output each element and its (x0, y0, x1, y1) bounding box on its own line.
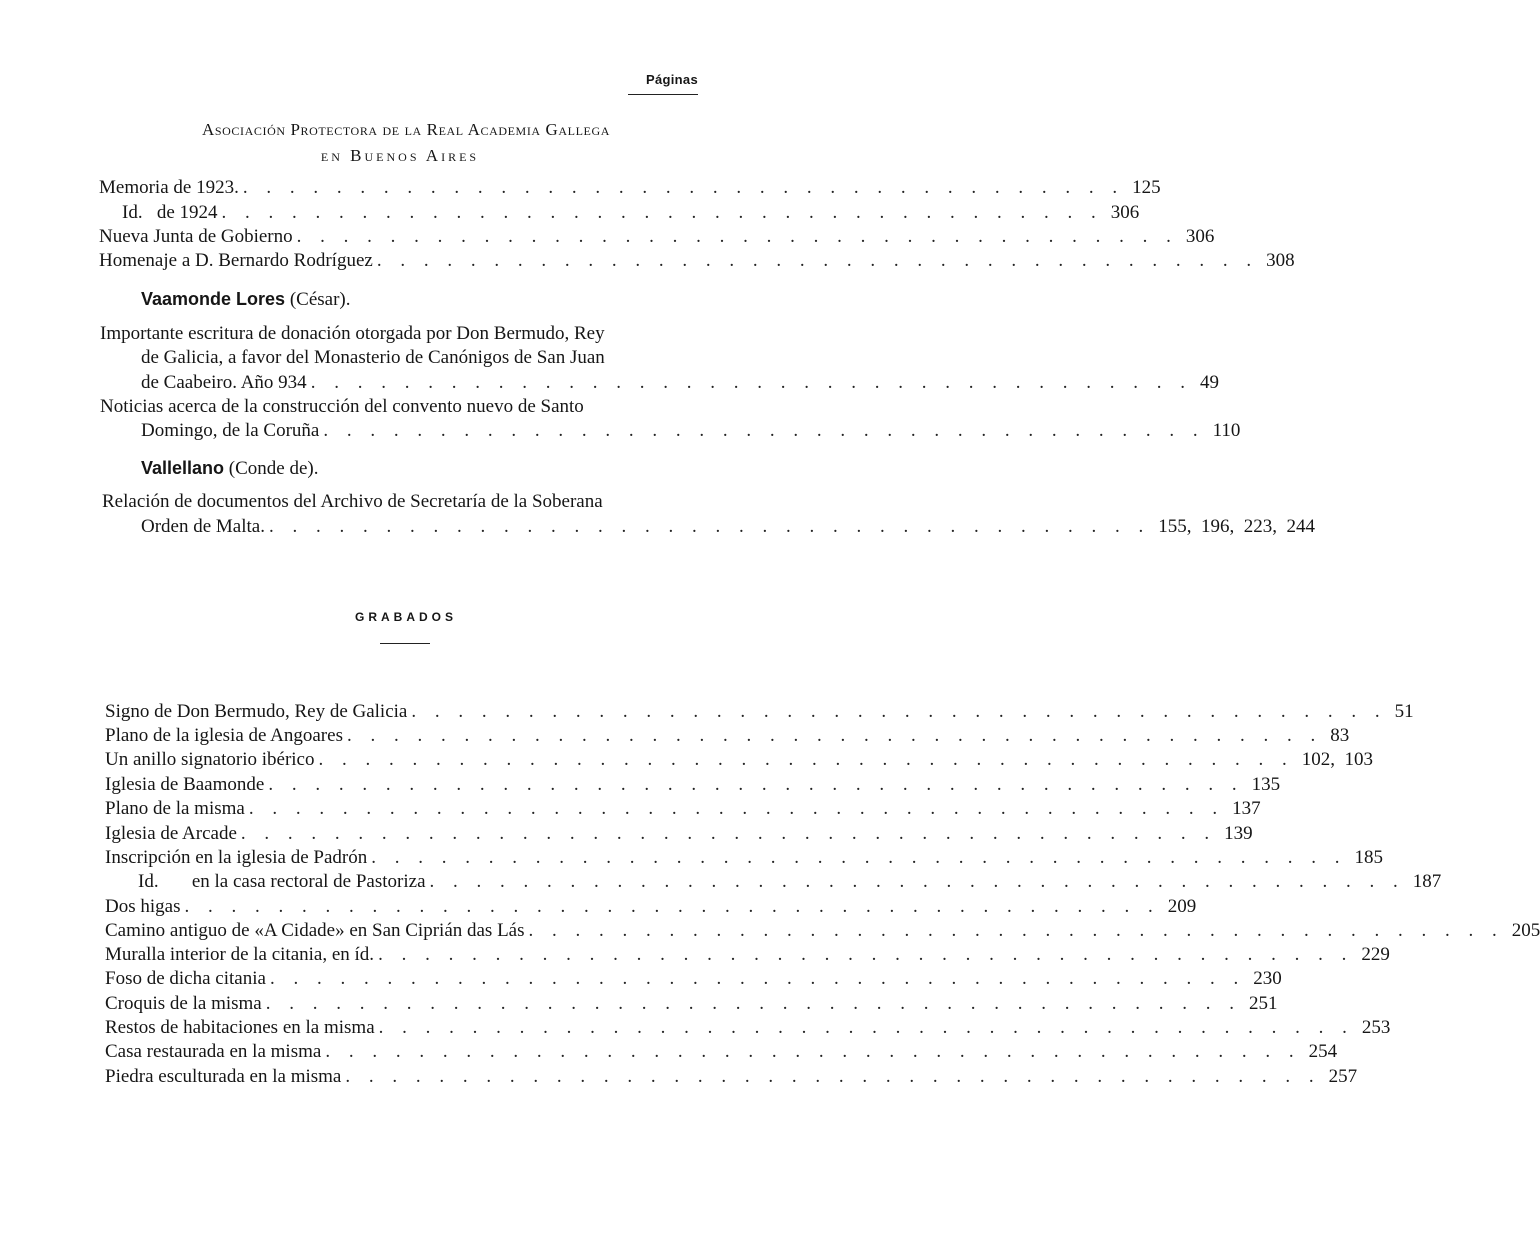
entry-page: 251 (1248, 993, 1278, 1014)
leader-dots: . . . . . . . . . . . . . . . . . . . . . . . . . . . . . . . . . . . . . . (242, 177, 1125, 198)
leader-dots: . . . . . . . . . . . . . . . . . . . . . . . . . . . . . . . . . . . . . . . . . . (371, 847, 1347, 868)
entry-title: Inscripción en la iglesia de Padrón (105, 847, 368, 868)
entry-title: Iglesia de Baamonde (105, 774, 265, 795)
index-entry (99, 225, 1215, 249)
entry-page: 49 (1199, 372, 1219, 393)
leader-dots: . . . . . . . . . . . . . . . . . . . . . . . . . . . . . . . . . . . . . . . . . . (378, 944, 1354, 965)
leader-dots: . . . . . . . . . . . . . . . . . . . . . . . . . . . . . . . . . . . . . . . . . . (528, 920, 1504, 941)
entry-title: Dos higas (105, 896, 181, 917)
entry-page: 102, 103 (1301, 749, 1373, 770)
grabado-entry (105, 748, 1373, 772)
entry-title: Restos de habitaciones en la misma (105, 1017, 375, 1038)
entry-page: 230 (1253, 968, 1282, 989)
leader-dots: . . . . . . . . . . . . . . . . . . . . . . . . . . . . . . . . . . . . . . . . . . (268, 774, 1244, 795)
index-entry (122, 201, 1140, 225)
leader-dots: . . . . . . . . . . . . . . . . . . . . . . . . . . . . . . . . . . . . . . (323, 420, 1205, 441)
leader-dots: . . . . . . . . . . . . . . . . . . . . . . . . . . . . . . . . . . . . . . . . . . (248, 798, 1225, 819)
entry-page: 139 (1224, 823, 1253, 844)
entry-line: de Galicia, a favor del Monasterio de Canónigos de San Juan (141, 347, 605, 368)
grabado-entry (105, 919, 1540, 943)
entry-title: Casa restaurada en la misma (105, 1041, 322, 1062)
grabado-entry (105, 724, 1350, 748)
leader-dots: . . . . . . . . . . . . . . . . . . . . . . . . . . . . . . . . . . . . . . . . . . (318, 749, 1294, 770)
leader-dots: . . . . . . . . . . . . . . . . . . . . . . . . . . . . . . . . . . . . . . . . . . (378, 1017, 1354, 1038)
leader-dots: . . . . . . . . . . . . . . . . . . . . . . . . . . . . . . . . . . . . . . . . . . (240, 823, 1217, 844)
leader-dots: . . . . . . . . . . . . . . . . . . . . . . . . . . . . . . . . . . . . . . . . . . (184, 896, 1160, 917)
entry-title: de Caabeiro. Año 934 (141, 372, 307, 393)
entry-title: Piedra esculturada en la misma (105, 1066, 342, 1087)
grabado-entry (105, 1016, 1391, 1040)
grabado-entry (105, 797, 1261, 821)
entry-title: Memoria de 1923. (99, 177, 239, 198)
grabado-entry (138, 870, 1442, 894)
index-entry (141, 371, 1219, 395)
entry-line: Importante escritura de donación otorgada por Don Bermudo, Rey (100, 323, 605, 344)
author-name: Vallellano (141, 458, 225, 478)
entry-page: 125 (1132, 177, 1161, 198)
leader-dots: . . . . . . . . . . . . . . . . . . . . . . . . . . . . . . . . . . . . . . . . . . (429, 871, 1405, 892)
grabados-rule (380, 643, 430, 644)
entry-title: Id. de 1924 (122, 202, 218, 223)
entry-title: Plano de la misma (105, 798, 245, 819)
entry-title: Homenaje a D. Bernardo Rodríguez (99, 250, 373, 271)
entry-title: Camino antiguo de «A Cidade» en San Ciprián das Lás (105, 920, 525, 941)
leader-dots: . . . . . . . . . . . . . . . . . . . . . . . . . . . . . . . . . . . . . . . . . . (325, 1041, 1301, 1062)
index-entry (99, 176, 1161, 200)
entry-title: Nueva Junta de Gobierno (99, 226, 293, 247)
entry-page: 110 (1212, 420, 1241, 441)
paginas-rule (628, 94, 698, 95)
leader-dots: . . . . . . . . . . . . . . . . . . . . . . . . . . . . . . . . . . . . . . . . . . (345, 1066, 1321, 1087)
entry-page: 229 (1361, 944, 1390, 965)
leader-dots: . . . . . . . . . . . . . . . . . . . . . . . . . . . . . . . . . . . . . . . . . . (346, 725, 1323, 746)
entry-pages: 155, 196, 223, 244 (1158, 516, 1315, 537)
grabado-entry (105, 773, 1281, 797)
entry-line: Relación de documentos del Archivo de Secretaría de la Soberana (102, 491, 603, 512)
entry-page: 51 (1394, 701, 1414, 722)
grabado-entry (105, 895, 1197, 919)
grabado-entry (105, 822, 1253, 846)
index-entry (141, 419, 1241, 443)
author-given: (César). (289, 289, 351, 310)
asociacion-heading-line2: en Buenos Aires (320, 146, 480, 165)
entry-page: 135 (1251, 774, 1281, 795)
asociacion-heading-line1: Asociación Protectora de la Real Academia Gallega (201, 120, 610, 139)
entry-title: Id. en la casa rectoral de Pastoriza (138, 871, 426, 892)
leader-dots: . . . . . . . . . . . . . . . . . . . . . . . . . . . . . . . . . . . . . . (376, 250, 1259, 271)
entry-page: 306 (1110, 202, 1140, 223)
leader-dots: . . . . . . . . . . . . . . . . . . . . . . . . . . . . . . . . . . . . . . (221, 202, 1103, 223)
grabados-title: GRABADOS (354, 610, 457, 624)
leader-dots: . . . . . . . . . . . . . . . . . . . . . . . . . . . . . . . . . . . . . . . . . . (265, 993, 1241, 1014)
entry-title: Orden de Malta. (141, 516, 265, 537)
entry-page: 253 (1361, 1017, 1391, 1038)
entry-page: 185 (1354, 847, 1383, 868)
entry-page: 205 (1511, 920, 1540, 941)
author-name: Vaamonde Lores (141, 289, 286, 309)
leader-dots: . . . . . . . . . . . . . . . . . . . . . . . . . . . . . . . . . . . . . . . . . . (269, 968, 1246, 989)
entry-line: Noticias acerca de la construcción del convento nuevo de Santo (100, 396, 584, 417)
grabado-entry (105, 967, 1282, 991)
entry-title: Plano de la iglesia de Angoares (105, 725, 343, 746)
author-heading (141, 458, 319, 480)
author-heading (141, 289, 350, 311)
entry-page: 254 (1308, 1041, 1338, 1062)
entry-page: 306 (1185, 226, 1215, 247)
entry-page: 308 (1266, 250, 1295, 271)
entry-title: Croquis de la misma (105, 993, 262, 1014)
entry-page: 137 (1232, 798, 1261, 819)
paginas-label: Páginas (646, 72, 698, 87)
grabado-entry (105, 700, 1414, 724)
index-entry (99, 249, 1295, 273)
index-entry (141, 515, 1315, 539)
leader-dots: . . . . . . . . . . . . . . . . . . . . . . . . . . . . . . . . . . . . . . (268, 516, 1151, 537)
entry-page: 209 (1167, 896, 1197, 917)
leader-dots: . . . . . . . . . . . . . . . . . . . . . . . . . . . . . . . . . . . . . . (296, 226, 1178, 247)
entry-title: Signo de Don Bermudo, Rey de Galicia (105, 701, 408, 722)
entry-title: Foso de dicha citania (105, 968, 266, 989)
entry-page: 257 (1328, 1066, 1358, 1087)
entry-title: Muralla interior de la citania, en íd. (105, 944, 375, 965)
grabado-entry (105, 943, 1390, 967)
entry-title: Un anillo signatorio ibérico (105, 749, 315, 770)
author-given: (Conde de). (228, 458, 319, 479)
grabado-entry (105, 846, 1383, 870)
leader-dots: . . . . . . . . . . . . . . . . . . . . . . . . . . . . . . . . . . . . . . (310, 372, 1192, 393)
grabado-entry (105, 1065, 1358, 1089)
grabado-entry (105, 1040, 1338, 1064)
entry-title: Iglesia de Arcade (105, 823, 237, 844)
grabado-entry (105, 992, 1278, 1016)
entry-page: 83 (1330, 725, 1350, 746)
entry-page: 187 (1412, 871, 1442, 892)
leader-dots: . . . . . . . . . . . . . . . . . . . . . . . . . . . . . . . . . . . . . . . . . . (411, 701, 1387, 722)
entry-title: Domingo, de la Coruña (141, 420, 320, 441)
